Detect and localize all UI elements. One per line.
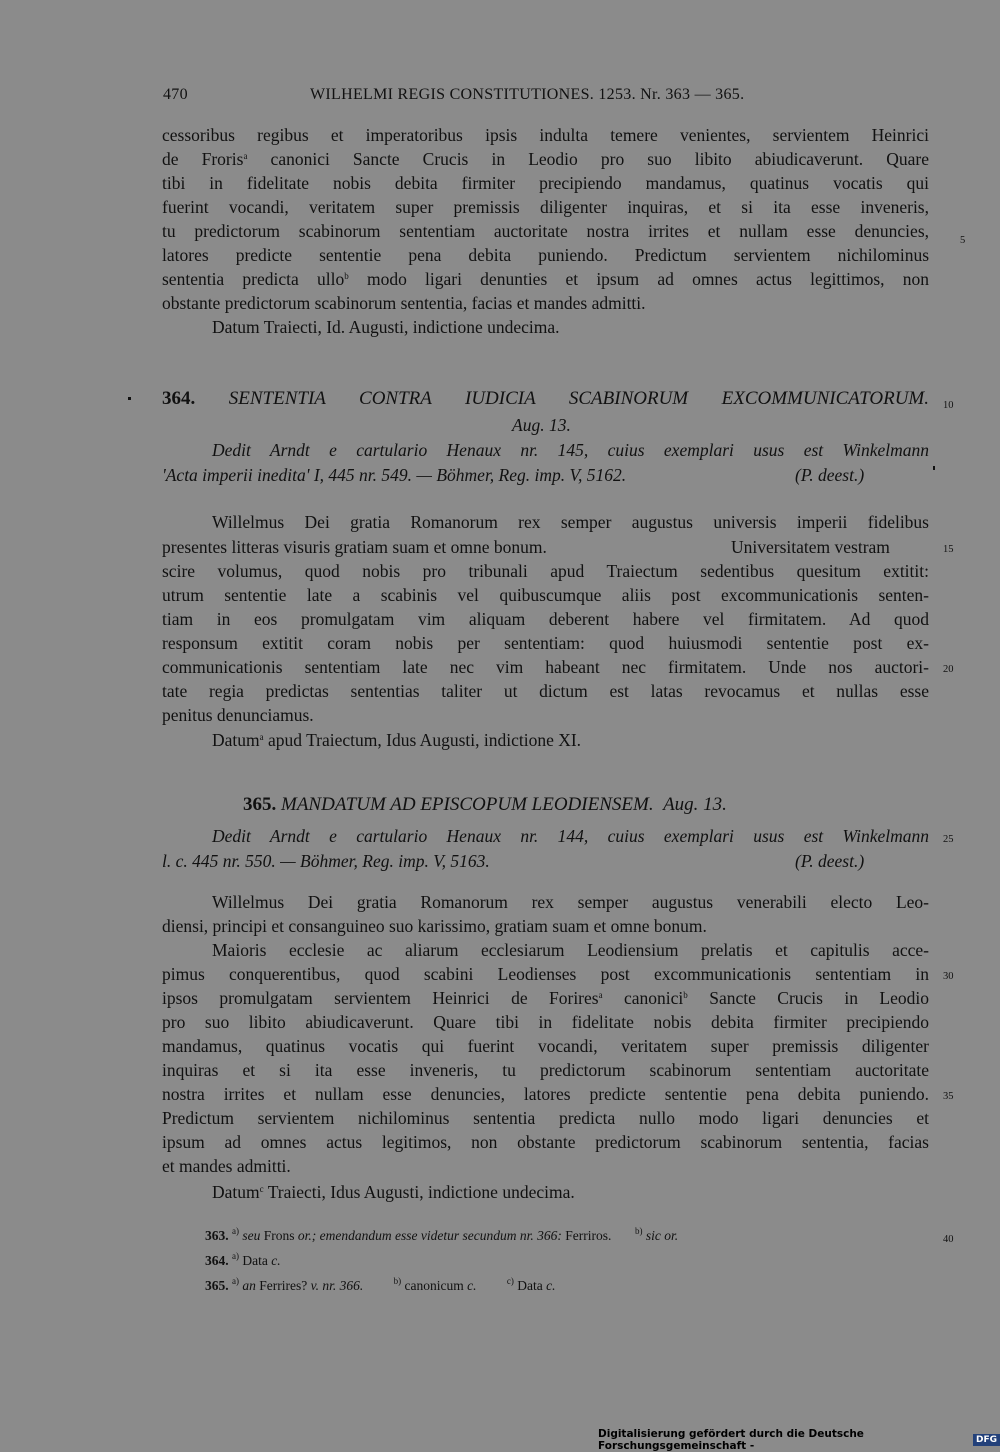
doc364-date: Aug. 13. — [512, 415, 571, 435]
footnote-363: 363. $^{a)}$ seu Frons or.; emendandum esse videtur secundum nr. 366: Ferriros. $^{b)}$ sic or. — [205, 1226, 679, 1243]
text-line: diensi, principi et consanguineo suo karissimo, gratiam suam et omne bonum. — [162, 916, 707, 936]
footnote-marker: c — [259, 1184, 264, 1194]
text-line: sententia predicta ullo$^b$ modo ligari denunties et ipsum ad omnes actus legittimos, non — [162, 269, 929, 289]
source-note: l. c. 445 nr. 550. — Böhmer, Reg. imp. V, 5163. — [162, 851, 490, 871]
text-line: pimus conquerentibus, quod scabini Leodienses post excommunicationis sententiam in — [162, 964, 929, 984]
text-line: inquiras et si ita esse inveneris, tu predictorum scabinorum sententiam auctoritate — [162, 1060, 929, 1080]
text-line: mandamus, quatinus vocatis qui fuerint vocandi, veritatem super premissis diligenter — [162, 1036, 929, 1056]
text-line: latores predicte sententie pena debita puniendo. Predictum servientem nichilominus — [162, 245, 929, 265]
text-line: tibi in fidelitate nobis debita firmiter precipiendo mandamus, quatinus vocatis qui — [162, 173, 929, 193]
text-line: scire volumus, quod nobis pro tribunali apud Traiectum sedentibus quesitum extitit: — [162, 561, 929, 581]
date-line: Datum$^a$ apud Traiectum, Idus Augusti, indictione XI. — [212, 730, 582, 750]
footnote-marker: a — [598, 990, 603, 1000]
margin-line-number: 20 — [943, 664, 954, 675]
footnote-365: 365. $^{a)}$ an Ferrires? v. nr. 366. $^{b)}$ canonicum c. $^{c)}$ Data c. — [205, 1276, 556, 1293]
doc365-date: Aug. 13. — [663, 794, 727, 815]
page-number: 470 — [163, 86, 188, 103]
text-line: pro suo libito abiudicaverunt. Quare tibi in fidelitate nobis debita firmiter precipiendo — [162, 1012, 929, 1032]
margin-line-number: 10 — [943, 400, 954, 411]
text-line: communicationis sententiam late nec vim habeant nec firmitatem. Unde nos auctori- — [162, 657, 929, 677]
text-line: et mandes admitti. — [162, 1156, 291, 1176]
source-note: Dedit Arndt e cartulario Henaux nr. 144, cuius exemplari usus est Winkelmann — [212, 826, 929, 846]
digitization-footer — [598, 1428, 1000, 1452]
source-note: (P. deest.) — [795, 465, 865, 485]
text-line: ipsos promulgatam servientem Heinrici de Forires$^a$ canonici$^b$ Sancte Crucis in Leodio — [162, 988, 929, 1008]
text-line: presentes litteras visuris gratiam suam et omne bonum. — [162, 537, 547, 557]
source-note: Dedit Arndt e cartulario Henaux nr. 145, cuius exemplari usus est Winkelmann — [212, 440, 929, 460]
footnote-marker: b — [344, 271, 349, 281]
stray-mark — [933, 466, 935, 470]
doc364-number: 364. — [162, 388, 196, 409]
margin-line-number: 40 — [943, 1234, 954, 1245]
date-line: Datum$^c$ Traiecti, Idus Augusti, indictione undecima. — [212, 1182, 575, 1202]
text-line: nostra irrites et nullam esse denuncies, latores predicte sententie pena debita puniendo. — [162, 1084, 929, 1104]
date-line: Datum Traiecti, Id. Augusti, indictione undecima. — [212, 317, 560, 337]
doc365-title: MANDATUM AD EPISCOPUM LEODIENSEM. — [281, 794, 654, 815]
footnote-marker: a — [259, 732, 264, 742]
text-line: responsum extitit coram nobis per sententiam: quod huiusmodi sententie post ex- — [162, 633, 929, 653]
text-line: fuerint vocandi, veritatem super premissis diligenter inquiras, et si ita esse inveneris, — [162, 197, 929, 217]
doc365-number: 365. — [243, 794, 277, 815]
text-line: utrum sententie late a scabinis vel quibuscumque aliis post excommunicationis senten- — [162, 585, 929, 605]
footnote-marker: b — [683, 990, 688, 1000]
doc364-title: SENTENTIA CONTRA IUDICIA SCABINORUM EXCOMMUNICATORUM. — [228, 388, 930, 409]
text-line: tiam in eos promulgatam vim aliquam deberent habere vel firmitatem. Ad quod — [162, 609, 929, 629]
margin-line-number: 25 — [943, 834, 954, 845]
stray-mark — [128, 397, 131, 400]
text-line: tu predictorum scabinorum sententiam auctoritate nostra irrites et nullam esse denuncies, — [162, 221, 929, 241]
dfg-logo: DFG — [973, 1434, 1000, 1446]
margin-line-number: 5 — [960, 235, 966, 246]
text-line: obstante predictorum scabinorum sententia, facias et mandes admitti. — [162, 293, 646, 313]
text-line: Predictum servientem nichilominus sententia predicta nullo modo ligari denuncies et — [162, 1108, 929, 1128]
footer-text: Digitalisierung gefördert durch die Deutsche Forschungsgemeinschaft - — [598, 1428, 864, 1452]
text-line: tate regia predictas sententias taliter ut dictum est latas revocamus et nullas esse — [162, 681, 929, 701]
source-note: (P. deest.) — [795, 851, 865, 871]
text-line: Willelmus Dei gratia Romanorum rex semper augustus venerabili electo Leo- — [212, 892, 929, 912]
footnote-364: 364. $^{a)}$ Data c. — [205, 1251, 281, 1268]
running-title: WILHELMI REGIS CONSTITUTIONES. 1253. Nr. 363 — 365. — [310, 86, 745, 103]
text-line: penitus denunciamus. — [162, 705, 314, 725]
margin-line-number: 30 — [943, 971, 954, 982]
text-line: Willelmus Dei gratia Romanorum rex semper augustus universis imperii fidelibus — [212, 512, 929, 532]
doc364-heading — [162, 388, 929, 410]
text-line: cessoribus regibus et imperatoribus ipsis indulta temere venientes, servientem Heinrici — [162, 125, 929, 145]
text-line: Universitatem vestram — [731, 537, 890, 557]
doc365-heading — [243, 794, 727, 816]
text-line: de Froris$^a$ canonici Sancte Crucis in Leodio pro suo libito abiudicaverunt. Quare — [162, 149, 929, 169]
text-line: ipsum ad omnes actus legitimos, non obstante predictorum scabinorum sententia, facias — [162, 1132, 929, 1152]
footnote-marker: a — [243, 151, 248, 161]
margin-line-number: 15 — [943, 544, 954, 555]
source-note: 'Acta imperii inedita' I, 445 nr. 549. — Böhmer, Reg. imp. V, 5162. — [162, 465, 627, 485]
text-line: Maioris ecclesie ac aliarum ecclesiarum Leodiensium prelatis et capitulis acce- — [212, 940, 929, 960]
margin-line-number: 35 — [943, 1091, 954, 1102]
